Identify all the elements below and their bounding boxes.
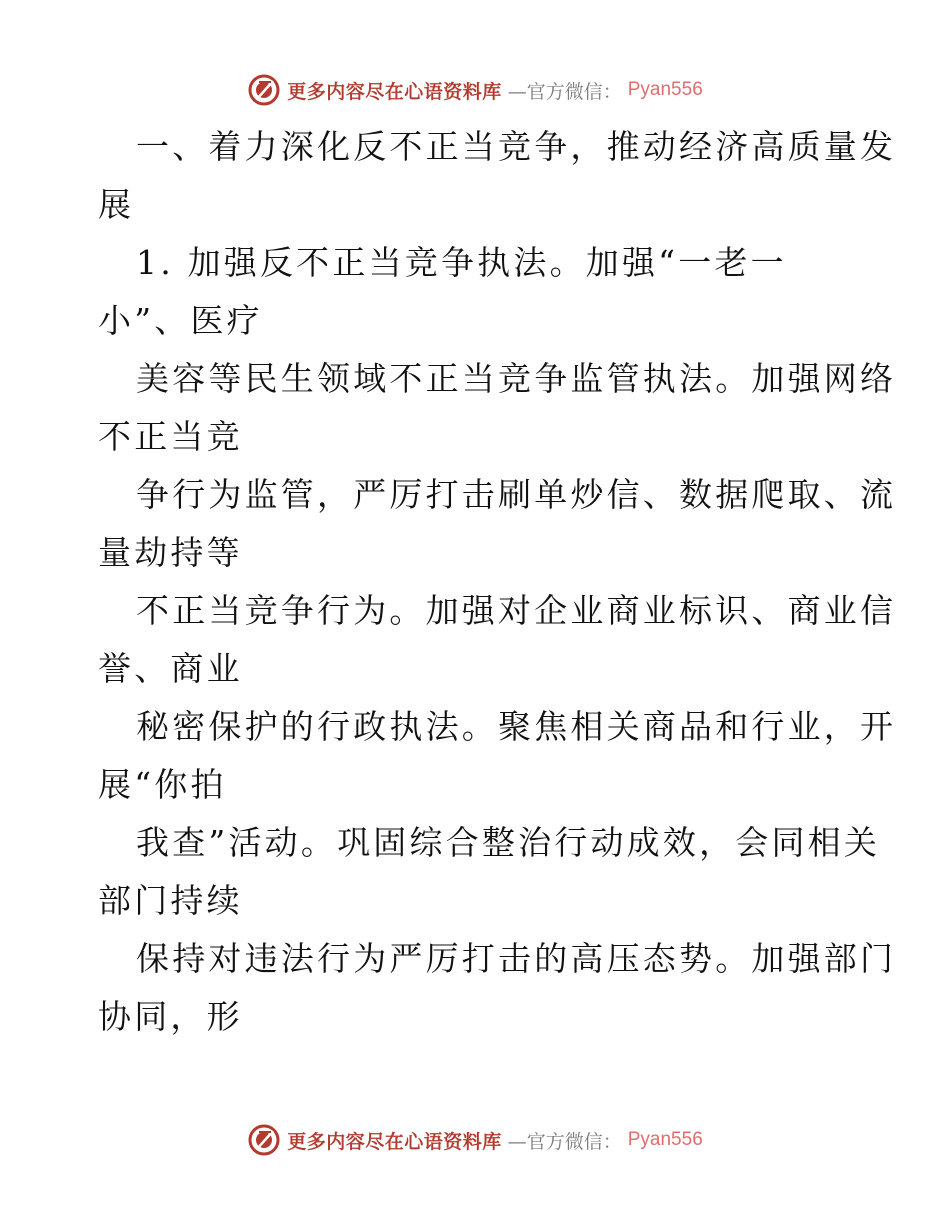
watermark-wechat-id: Pyan556 xyxy=(627,1129,703,1150)
footer-watermark xyxy=(0,1122,950,1158)
paragraph-line: 保持对违法行为严厉打击的高压态势。加强部门 xyxy=(136,939,897,978)
paragraph-line: 我查”活动。巩固综合整治行动成效，会同相关 xyxy=(136,823,881,862)
paragraph-line: 不正当竞争行为。加强对企业商业标识、商业信 xyxy=(136,591,897,630)
paragraph-line: 展“你拍 xyxy=(98,765,227,804)
watermark-brand-text: 更多内容尽在心语资料库 xyxy=(287,1130,502,1153)
paragraph-line: 争行为监管，严厉打击刷单炒信、数据爬取、流 xyxy=(136,475,897,514)
paragraph-line: 1. 加强反不正当竞争执法。加强“一老一 xyxy=(136,243,787,282)
document-body xyxy=(98,118,897,1046)
header-watermark xyxy=(0,72,950,108)
watermark-wechat-id: Pyan556 xyxy=(627,79,703,100)
seal-logo-icon xyxy=(247,73,281,107)
paragraph-line: 部门持续 xyxy=(98,881,243,920)
paragraph-line: 誉、商业 xyxy=(98,649,243,688)
section-heading: 一、着力深化反不正当竞争，推动经济高质量发 xyxy=(136,127,897,166)
paragraph-line: 秘密保护的行政执法。聚焦相关商品和行业，开 xyxy=(136,707,897,746)
watermark-brand-text: 更多内容尽在心语资料库 xyxy=(287,80,502,103)
paragraph-line: 小”、医疗 xyxy=(98,301,263,340)
seal-logo-icon xyxy=(247,1123,281,1157)
section-heading-continuation: 展 xyxy=(98,185,135,224)
paragraph-line: 协同，形 xyxy=(98,997,243,1036)
paragraph-line: 美容等民生领域不正当竞争监管执法。加强网络 xyxy=(136,359,897,398)
watermark-official-text: —官方微信： xyxy=(507,1130,622,1153)
paragraph-line: 量劫持等 xyxy=(98,533,243,572)
paragraph-line: 不正当竞 xyxy=(98,417,243,456)
watermark-official-text: —官方微信： xyxy=(507,80,622,103)
